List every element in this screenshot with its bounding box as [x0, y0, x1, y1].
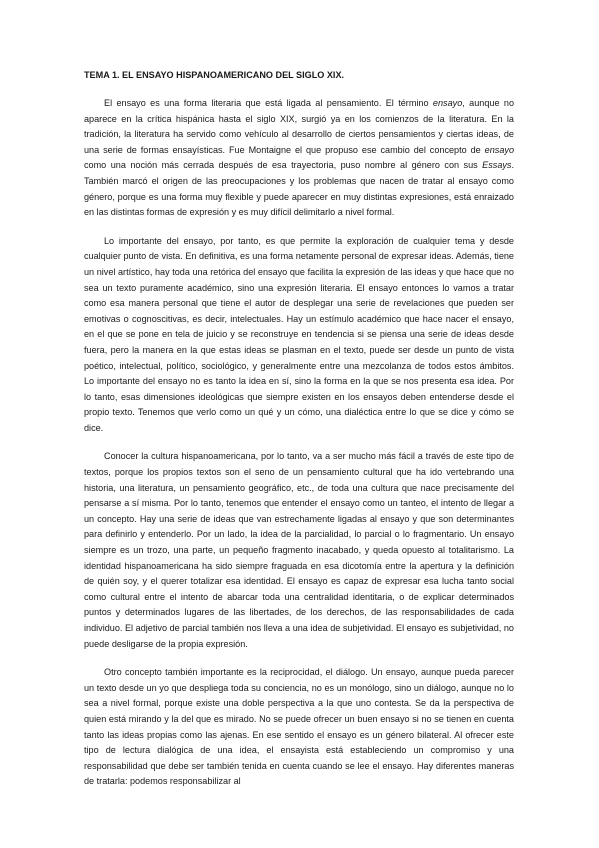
italic-term: ensayo: [432, 98, 463, 108]
text-run: Lo importante del ensayo, por tanto, es que permite la exploración de cualquier tema y desde cualquier punto de vista. En definitiva, es una forma netamente personal de expresar ideas. Además, tiene un nivel artístico, hay toda una retórica del ensayo que facilita la expresión de las ideas y que hace que no sea un texto puramente académico, sino una expresión literaria. El ensayo entonces lo vamos a tratar como esa manera personal que tiene el autor de desplegar una serie de revelaciones que pueden ser emotivas o cognoscitivas, es decir, intelectuales. Hay un estímulo académico que hace nacer el ensayo, en el que se pone en tela de juicio y se reconstruye en tendencia si se piensa una serie de ideas desde fuera, pero la manera en la que estas ideas se plasman en el texto, puede ser desde un punto de vista poético, intelectual, político, sociológico, y generalmente entre una mezcolanza de todos estos ámbitos. Lo importante del ensayo no es tanto la idea en sí, sino la forma en la que se nos presenta esa idea. Por lo tanto, esas dimensiones ideológicas que siempre existen en los ensayos deben entenderse desde el propio texto. Tenemos que verlo como un qué y un cómo, una dialéctica entre lo que se dice y cómo se dice.: [84, 235, 514, 433]
paragraph-list: [84, 96, 514, 790]
text-run: . También marcó el origen de las preocupaciones y los problemas que nacen de tratar al ensayo como género, porque es una forma muy flexible y puede aparecer en muy distintas expresiones, está enraizado en las distintas formas de expresión y es muy difícil delimitarlo a nivel formal.: [84, 160, 514, 218]
paragraph-2: [84, 234, 514, 437]
text-run: como una noción más cerrada después de esa trayectoria, puso nombre al género con sus: [84, 160, 483, 171]
paragraph-3: [84, 449, 514, 652]
document-body: [84, 68, 514, 790]
text-run: Conocer la cultura hispanoamericana, por lo tanto, va a ser mucho más fácil a través de este tipo de textos, porque los propios textos son el seno de un pensamiento cultural que ha ido vertebrando una historia, una literatura, un pensamiento geográfico, etc., de toda una cultura que nace precisamente del pensarse a sí misma. Por lo tanto, tenemos que entender el ensayo como un tanteo, el intento de llegar a un concepto. Hay una serie de ideas que van estrechamente ligadas al ensayo y que son determinantes para definirlo y entenderlo. Por un lado, la idea de la parcialidad, lo parcial o lo fragmentario. Un ensayo siempre es un trozo, una parte, un pequeño fragmento inacabado, y queda opuesto al totalitarismo. La identidad hispanoamericana ha sido siempre fraguada en esa dicotomía entre la apertura y la definición de quién soy, y el querer totalizar esa identidad. El ensayo es capaz de expresar esa lucha tanto social como cultural entre el intento de abarcar toda una centralidad identitaria, o de explicar determinados puntos y determinados lugares de las libertades, de los derechos, de las responsabilidades de cada individuo. El adjetivo de parcial también nos lleva a una idea de subjetividad. El ensayo es subjetividad, no puede desligarse de la propia expresión.: [84, 451, 514, 649]
paragraph-1: [84, 96, 514, 221]
italic-term: ensayo: [484, 144, 514, 155]
text-run: , aunque no aparece en la crítica hispánica hasta el siglo XIX, surgió ya en los comienzos de la literatura. En la tradición, la literatura ha servido como vehículo al desarrollo de ciertos pensamientos y ciertas ideas, de una serie de formas ensayísticas. Fue Montaigne el que propuso ese cambio del concepto de: [84, 98, 514, 155]
text-run: Otro concepto también importante es la reciprocidad, el diálogo. Un ensayo, aunque pueda parecer un texto desde un yo que despliega toda su conciencia, no es un monólogo, sino un diálogo, aunque no lo sea a nivel formal, porque existe una doble perspectiva a la que uno contesta. Se da la perspectiva de quien está mirando y la del que es mirado. No se puede ofrecer un buen ensayo si no se tienen en cuenta tanto las ideas propias como las ajenas. En ese sentido el ensayo es un género bilateral. Al ofrecer este tipo de lectura dialógica de una idea, el ensayista está estableciendo un compromiso y una responsabilidad que debe ser también tenida en cuenta cuando se lee el ensayo. Hay diferentes maneras de tratarla: podemos responsabilizar al: [84, 667, 514, 787]
paragraph-4: [84, 665, 514, 790]
text-run: El ensayo es una forma literaria que está ligada al pensamiento. El término: [104, 98, 433, 108]
document-title: TEMA 1. EL ENSAYO HISPANOAMERICANO DEL SIGLO XIX.: [84, 70, 345, 80]
italic-term: Essays: [482, 160, 512, 171]
